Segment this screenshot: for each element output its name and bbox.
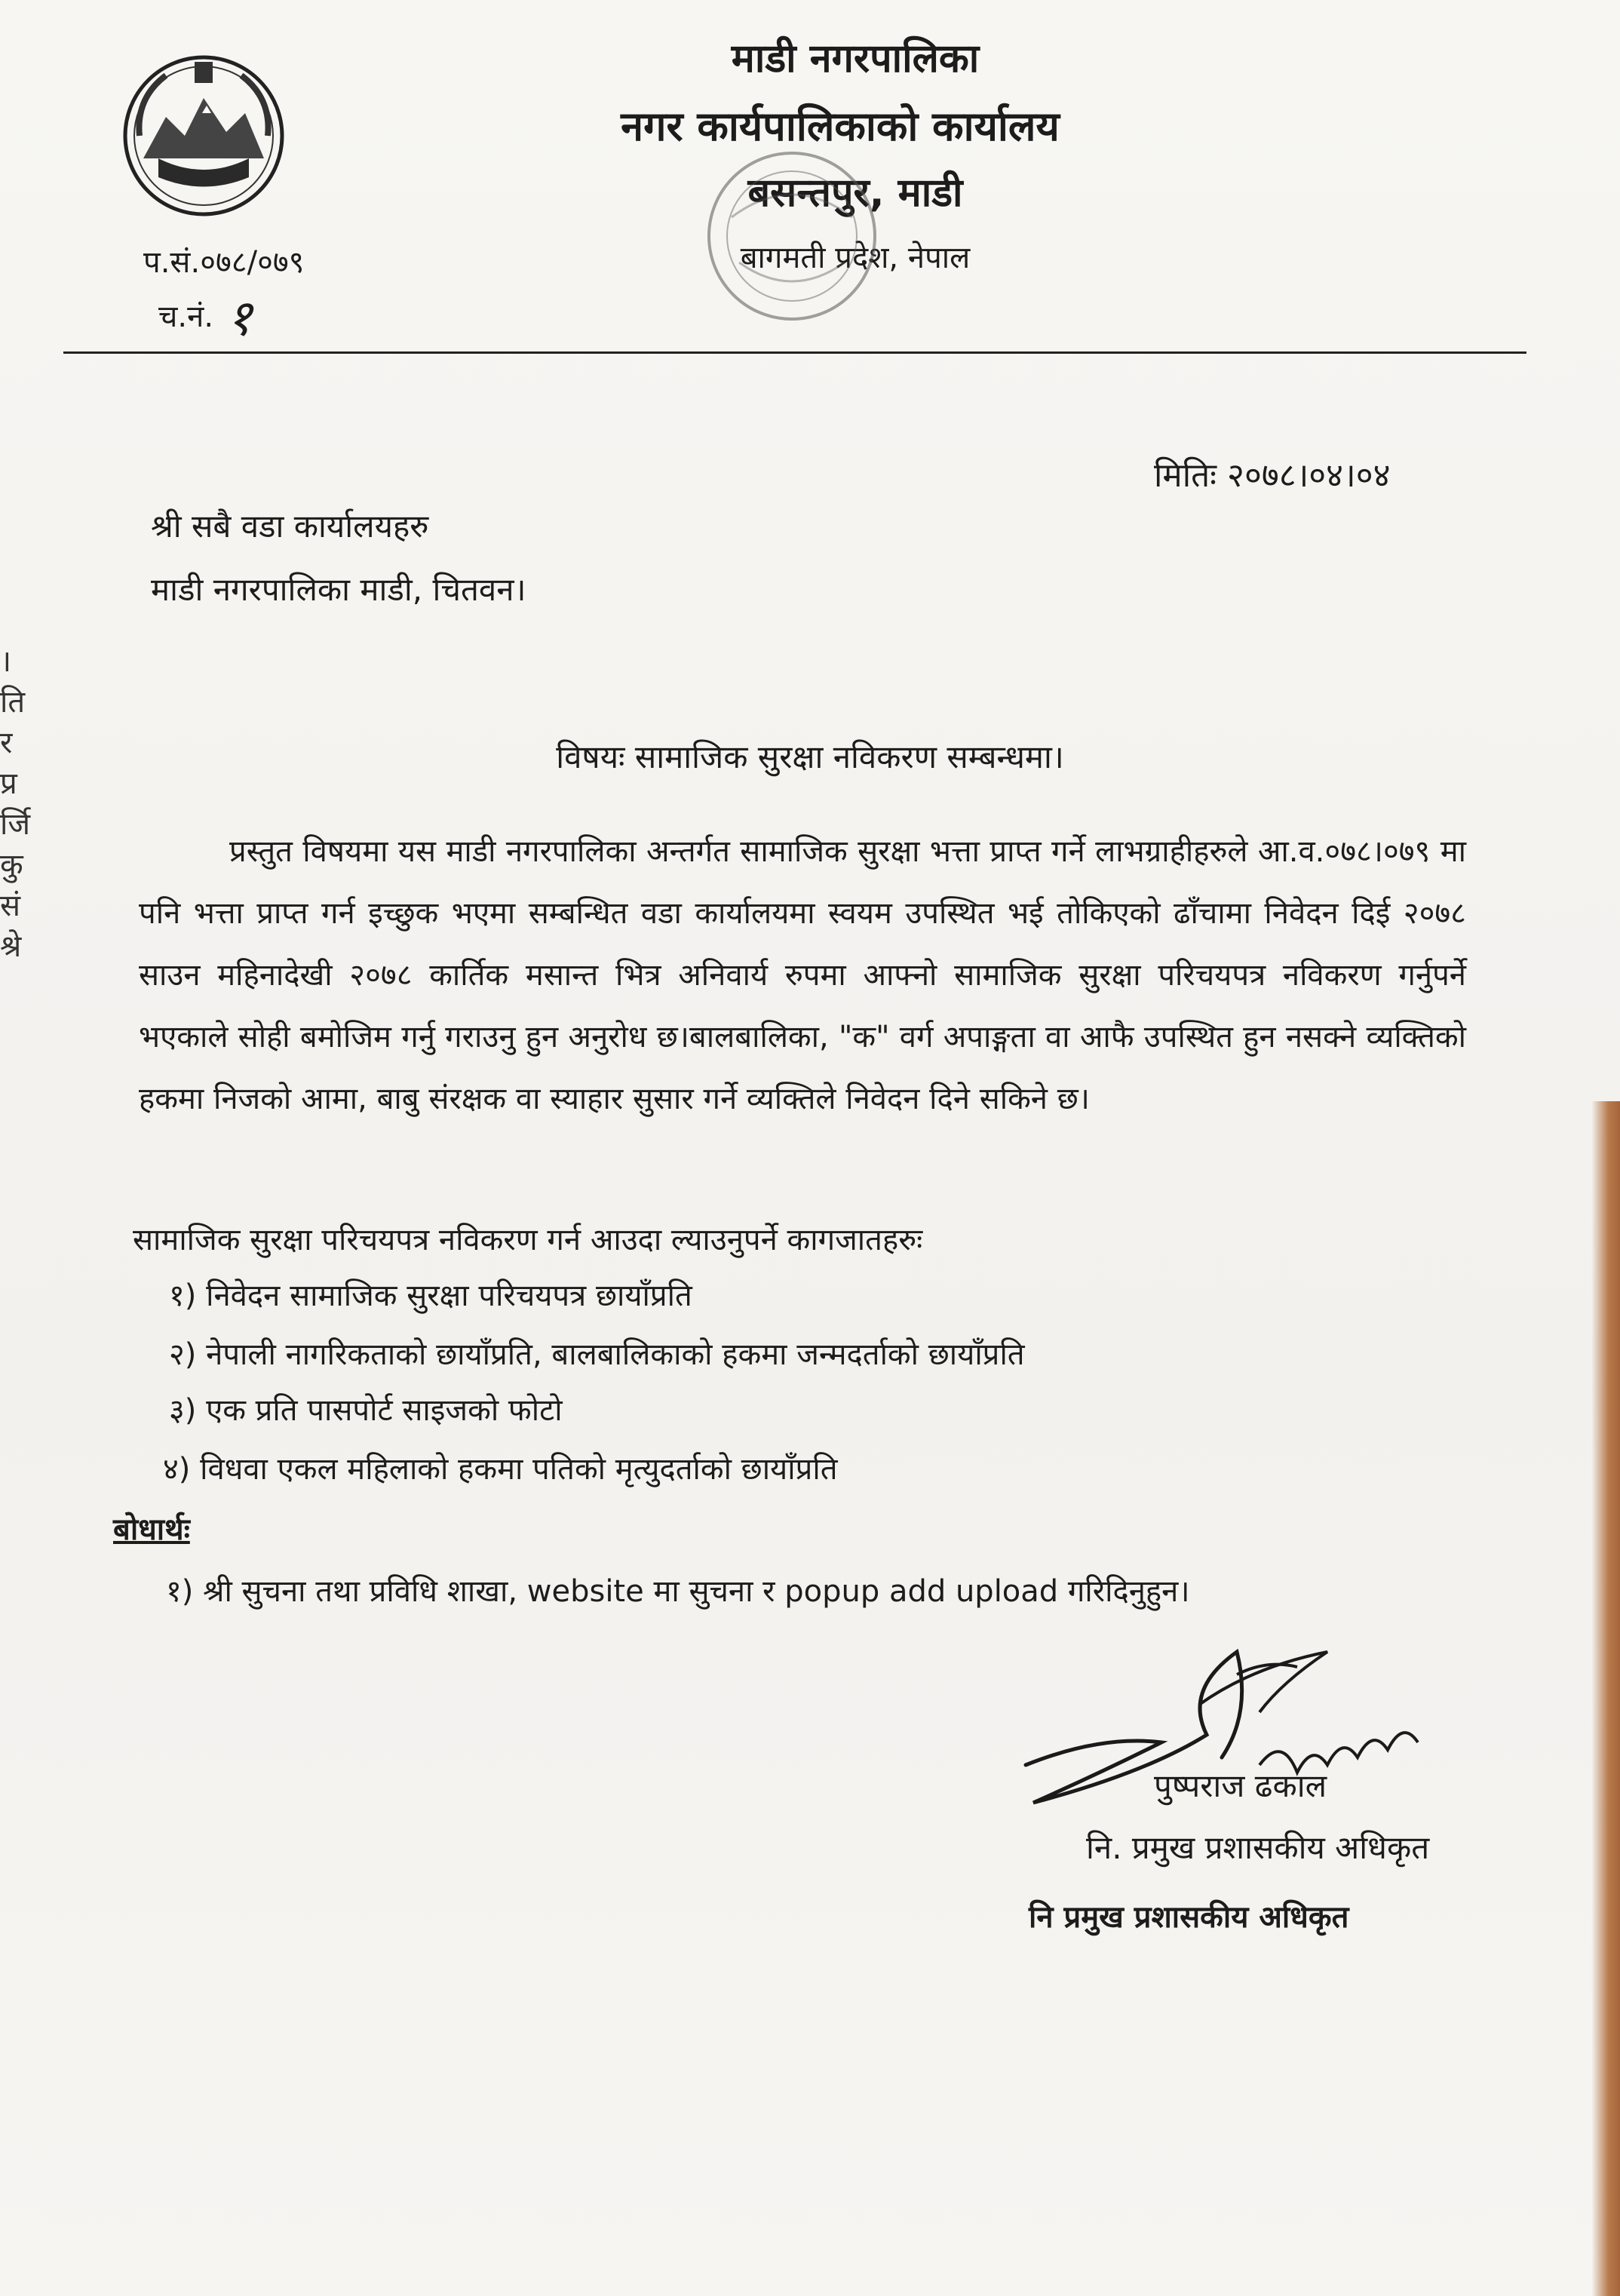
dispatch-number-label: च.नं. [158, 299, 214, 334]
letter-subject: विषयः सामाजिक सुरक्षा नविकरण सम्बन्धमा। [556, 738, 1064, 775]
signatory-name: पुष्पराज ढकाल [1154, 1767, 1327, 1804]
dispatch-number-value: १ [226, 289, 253, 347]
office-name: नगर कार्यपालिकाको कार्यालय [621, 103, 1060, 150]
province-country: बागमती प्रदेश, नेपाल [740, 241, 971, 275]
header-divider [63, 351, 1526, 354]
letter-body-text: प्रस्तुत विषयमा यस माडी नगरपालिका अन्तर्गत सामाजिक सुरक्षा भत्ता प्राप्त गर्ने लाभग्राहीहरुले आ.व.०७८।०७९ मा पनि भत्ता प्राप्त गर्न इच्छुक भएमा सम्बन्धित वडा कार्यालयमा स्वयम उपस्थित भई तोकिएको ढाँचामा निवेदन दिई २०७८ साउन महिनादेखी २०७८ कार्तिक मसान्त भित्र अनिवार्य रुपमा आफ्नो सामाजिक सुरक्षा परिचयपत्र नविकरण गर्नुपर्ने भएकाले सोही बमोजिम गर्नु गराउनु हुन अनुरोध छ।बालबालिका, "क" वर्ग अपाङ्गता वा आफै उपस्थित हुन नसक्ने व्यक्तिको हकमा निजको आमा, बाबु संरक्षक वा स्याहार सुसार गर्ने व्यक्तिले निवेदन दिने सकिने छ। [139, 834, 1466, 1116]
reference-number: प.सं.०७८/०७९ [143, 245, 305, 280]
document-item: २) नेपाली नागरिकताको छायाँप्रति, बालबालिकाको हकमा जन्मदर्ताको छायाँप्रति [169, 1337, 1025, 1372]
paper-edge-shadow [1591, 1101, 1620, 2296]
adjacent-page-text: । ति र प्र र्जि कु सं श्रे [0, 644, 31, 964]
cc-item: १) श्री सुचना तथा प्रविधि शाखा, website मा सुचना र popup add upload गरिदिनुहुन। [166, 1574, 1190, 1609]
document-item: ३) एक प्रति पासपोर्ट साइजको फोटो [169, 1393, 563, 1428]
signatory-stamp: नि प्रमुख प्रशासकीय अधिकृत [1029, 1900, 1349, 1935]
letter-date: मितिः २०७८।०४।०४ [1154, 456, 1391, 495]
required-documents-heading: सामाजिक सुरक्षा परिचयपत्र नविकरण गर्न आउदा ल्याउनुपर्ने कागजातहरुः [133, 1223, 923, 1257]
office-stamp-icon [679, 142, 905, 330]
signatory-title: नि. प्रमुख प्रशासकीय अधिकृत [1086, 1829, 1430, 1866]
office-location: बसन्तपुर, माडी [747, 170, 963, 216]
addressee-line-1: श्री सबै वडा कार्यालयहरु [151, 508, 429, 545]
document-item: १) निवेदन सामाजिक सुरक्षा परिचयपत्र छायाँप्रति [169, 1278, 692, 1313]
addressee-line-2: माडी नगरपालिका माडी, चितवन। [151, 571, 526, 608]
cc-label: बोधार्थः [113, 1512, 190, 1547]
document-item: ४) विधवा एकल महिलाको हकमा पतिको मृत्युदर्ताको छायाँप्रति [163, 1452, 838, 1487]
municipality-name: माडी नगरपालिका [731, 36, 980, 81]
letter-body [139, 821, 1466, 1130]
